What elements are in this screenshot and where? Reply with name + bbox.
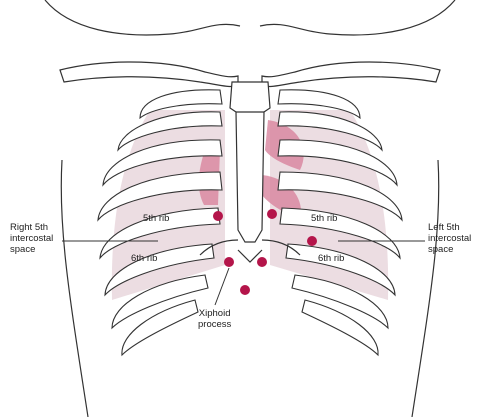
marker-left-5th-space bbox=[307, 236, 317, 246]
label-right-5th-intercostal: Right 5th intercostal space bbox=[10, 222, 54, 255]
sternum bbox=[230, 82, 270, 242]
label-rib5-right: 5th rib bbox=[143, 213, 170, 224]
label-rib6-left: 6th rib bbox=[318, 253, 345, 264]
label-rib5-left: 5th rib bbox=[311, 213, 338, 224]
marker-subxiphoid-right bbox=[257, 257, 267, 267]
marker-subxiphoid-left bbox=[224, 257, 234, 267]
label-left-5th-intercostal: Left 5th intercostal space bbox=[428, 222, 472, 255]
label-xiphoid: Xiphoid process bbox=[198, 308, 232, 330]
marker-right-5th-space bbox=[213, 211, 223, 221]
marker-xiphoid-low bbox=[240, 285, 250, 295]
marker-left-parasternal bbox=[267, 209, 277, 219]
label-rib6-right: 6th rib bbox=[131, 253, 158, 264]
